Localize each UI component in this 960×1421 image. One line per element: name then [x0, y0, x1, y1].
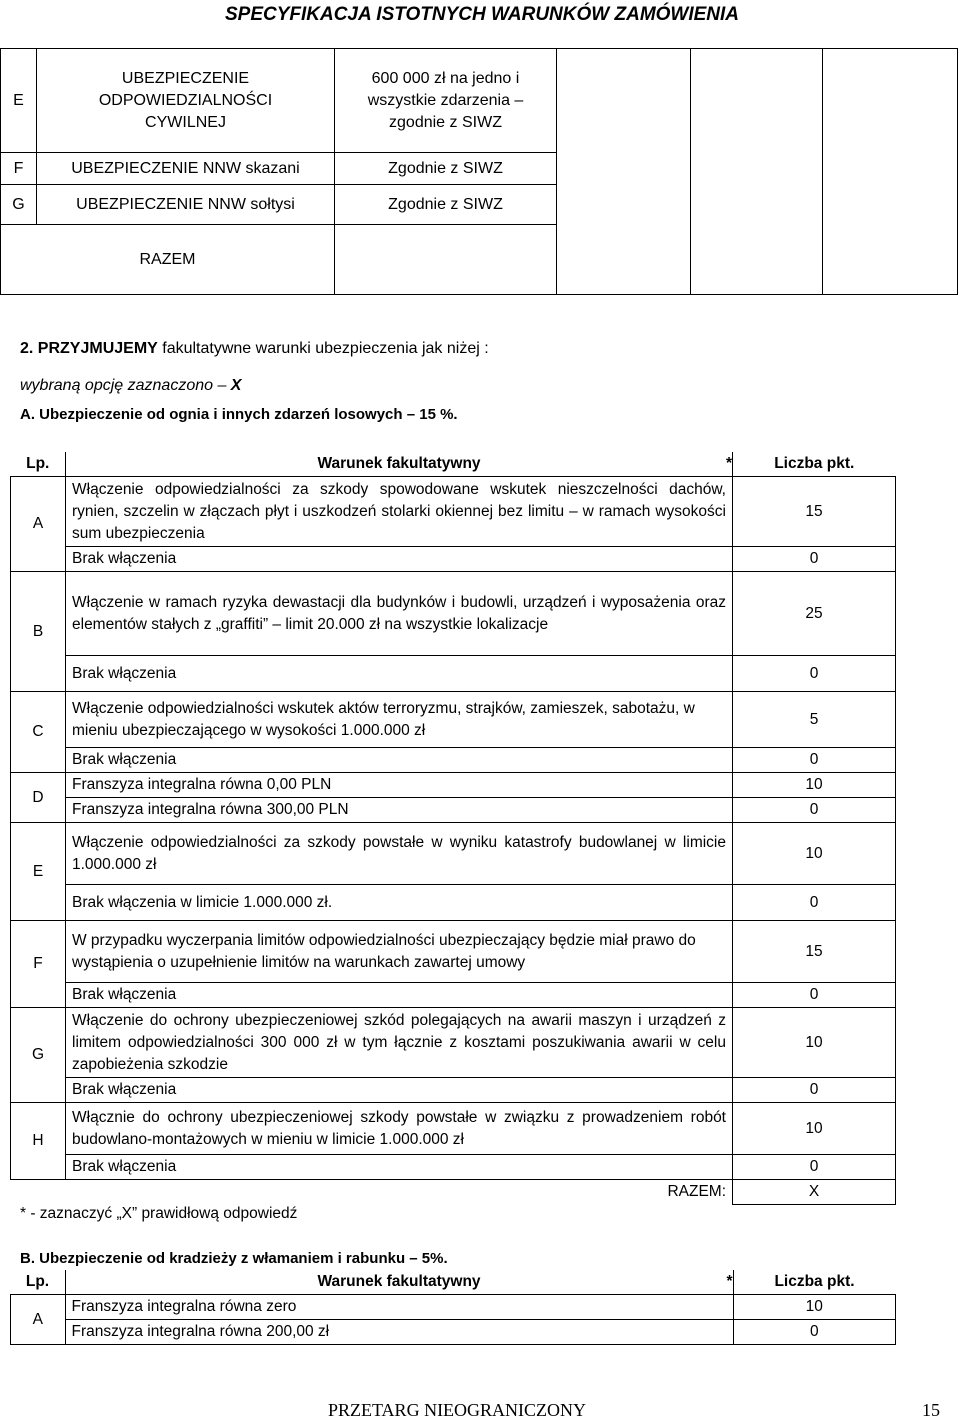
- condition-text: Brak włączenia: [66, 1078, 733, 1103]
- condition-text: Włączenie w ramach ryzyka dewastacji dla budynków i budowli, urządzeń i wyposażenia oraz elementów stałych z „graffiti” – limit 20.000 zł na wszystkie lokalizacje: [66, 572, 733, 656]
- insurance-summary-table: [0, 48, 958, 295]
- condition-points: 0: [733, 656, 896, 692]
- condition-text: Franszyza integralna równa 200,00 zł: [65, 1320, 733, 1345]
- condition-points: 0: [733, 1078, 896, 1103]
- condition-text: Włączenie do ochrony ubezpieczeniowej szkód polegających na awarii maszyn i urządzeń z limitem odpowiedzialności 300 000 zł w tym łącznie z kosztami poszukiwania awarii w celu zapobieżenia szkodzie: [66, 1008, 733, 1078]
- total-label: RAZEM: [1, 225, 335, 295]
- condition-text: W przypadku wyczerpania limitów odpowiedzialności ubezpieczający będzie miał prawo do wystąpienia o uzupełnienie limitów na warunkach zawartej umowy: [66, 921, 733, 983]
- choice-note: wybraną opcję zaznaczono – X: [20, 377, 242, 394]
- empty-cell: [557, 49, 691, 295]
- condition-text: Franszyza integralna równa zero: [65, 1295, 733, 1320]
- condition-points: 15: [733, 477, 896, 547]
- row-lp: C: [11, 692, 66, 773]
- table-fire-conditions: [10, 452, 896, 1205]
- condition-text: Brak włączenia: [66, 983, 733, 1008]
- condition-points: 25: [733, 572, 896, 656]
- condition-text: Włączenie odpowiedzialności wskutek aktów terroryzmu, strajków, zamieszek, sabotażu, w mieniu ubezpieczającego w wysokości 1.000.000 zł: [66, 692, 733, 748]
- col-header-condition: Warunek fakultatywny *: [65, 1270, 733, 1295]
- col-header-lp: Lp.: [11, 1270, 66, 1295]
- condition-text: Brak włączenia w limicie 1.000.000 zł.: [66, 885, 733, 921]
- footnote: * - zaznaczyć „X” prawidłową odpowiedź: [20, 1205, 298, 1222]
- condition-text: Brak włączenia: [66, 656, 733, 692]
- row-lp: E: [11, 823, 66, 921]
- row-lp: D: [11, 773, 66, 823]
- total-label: RAZEM:: [66, 1180, 733, 1205]
- row-lp: A: [11, 477, 66, 572]
- col-header-points: Liczba pkt.: [733, 452, 896, 477]
- row-lp: F: [11, 921, 66, 1008]
- empty-cell: [11, 1180, 66, 1205]
- empty-cell: [823, 49, 958, 295]
- empty-cell: [691, 49, 823, 295]
- empty-cell: [335, 225, 557, 295]
- condition-points: 5: [733, 692, 896, 748]
- condition-text: Brak włączenia: [66, 748, 733, 773]
- row-name: UBEZPIECZENIE NNW skazani: [37, 153, 335, 185]
- condition-points: 10: [733, 1295, 896, 1320]
- condition-text: Włączenie odpowiedzialności za szkody powstałe w wyniku katastrofy budowlanej w limicie 1.000.000 zł: [66, 823, 733, 885]
- condition-points: 10: [733, 773, 896, 798]
- row-lp: A: [11, 1295, 66, 1345]
- condition-points: 0: [733, 547, 896, 572]
- table-theft-conditions: [10, 1270, 896, 1345]
- condition-points: 0: [733, 1155, 896, 1180]
- row-name: UBEZPIECZENIE NNW sołtysi: [37, 185, 335, 225]
- section-a-title: A. Ubezpieczenie od ognia i innych zdarzeń losowych – 15 %.: [20, 406, 458, 423]
- condition-points: 0: [733, 748, 896, 773]
- condition-text: Brak włączenia: [66, 547, 733, 572]
- row-value: Zgodnie z SIWZ: [335, 153, 557, 185]
- condition-points: 0: [733, 983, 896, 1008]
- row-lp: G: [11, 1008, 66, 1103]
- col-header-condition: Warunek fakultatywny *: [66, 452, 733, 477]
- condition-points: 15: [733, 921, 896, 983]
- page-number: 15: [922, 1400, 940, 1420]
- section-2-heading: 2. PRZYJMUJEMY fakultatywne warunki ubezpieczenia jak niżej :: [20, 340, 489, 357]
- row-value: 600 000 zł na jedno i wszystkie zdarzenia – zgodnie z SIWZ: [335, 49, 557, 153]
- row-lp: F: [1, 153, 37, 185]
- condition-points: 0: [733, 885, 896, 921]
- condition-text: Włączenie odpowiedzialności za szkody spowodowane wskutek nieszczelności dachów, rynien, szczelin w złączach płyt i uszkodzeń stolarki okiennej bez limitu – w ramach wysokości sum ubezpieczenia: [66, 477, 733, 547]
- condition-points: 0: [733, 1320, 896, 1345]
- section-b-title: B. Ubezpieczenie od kradzieży z włamaniem i rabunku – 5%.: [20, 1250, 448, 1267]
- condition-points: 10: [733, 1103, 896, 1155]
- row-lp: G: [1, 185, 37, 225]
- condition-text: Włącznie do ochrony ubezpieczeniowej szkody powstałe w związku z prowadzeniem robót budowlano-montażowych w mieniu w limicie 1.000.000 zł: [66, 1103, 733, 1155]
- condition-points: 10: [733, 1008, 896, 1078]
- row-name: UBEZPIECZENIE ODPOWIEDZIALNOŚCI CYWILNEJ: [37, 49, 335, 153]
- total-value: X: [733, 1180, 896, 1205]
- col-header-points: Liczba pkt.: [733, 1270, 896, 1295]
- condition-text: Franszyza integralna równa 300,00 PLN: [66, 798, 733, 823]
- row-value: Zgodnie z SIWZ: [335, 185, 557, 225]
- row-lp: E: [1, 49, 37, 153]
- row-lp: H: [11, 1103, 66, 1180]
- col-header-lp: Lp.: [11, 452, 66, 477]
- condition-points: 10: [733, 823, 896, 885]
- row-lp: B: [11, 572, 66, 692]
- condition-text: Franszyza integralna równa 0,00 PLN: [66, 773, 733, 798]
- condition-points: 0: [733, 798, 896, 823]
- page-header: SPECYFIKACJA ISTOTNYCH WARUNKÓW ZAMÓWIENIA: [224, 4, 740, 25]
- condition-text: Brak włączenia: [66, 1155, 733, 1180]
- footer-title: PRZETARG NIEOGRANICZONY: [328, 1400, 587, 1420]
